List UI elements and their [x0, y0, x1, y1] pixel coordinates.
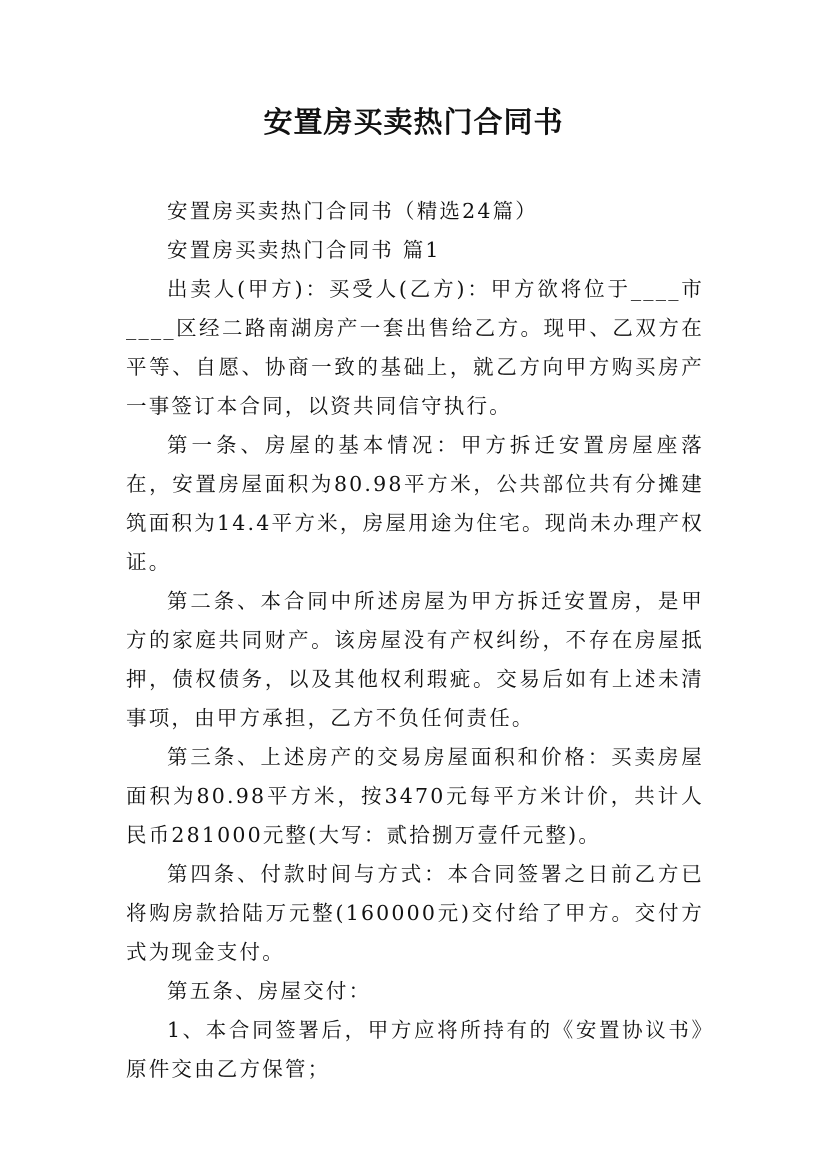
article-2-paragraph: 第二条、本合同中所述房屋为甲方拆迁安置房，是甲方的家庭共同财产。该房屋没有产权纠纷，不存在房屋抵押，债权债务，以及其他权利瑕疵。交易后如有上述未清事项，由甲方承担，乙方不负任何责任。	[126, 589, 704, 730]
document-body	[126, 192, 704, 1089]
section-heading: 安置房买卖热门合同书 篇1	[167, 238, 441, 262]
article-5-item-1: 1、本合同签署后，甲方应将所持有的《安置协议书》原件交由乙方保管；	[126, 1018, 704, 1081]
article-4-paragraph: 第四条、付款时间与方式：本合同签署之日前乙方已将购房款拾陆万元整(160000元)交付给了甲方。交付方式为现金支付。	[126, 862, 704, 964]
intro-paragraph: 出卖人(甲方)：买受人(乙方)：甲方欲将位于____市____区经二路南湖房产一套出售给乙方。现甲、乙双方在平等、自愿、协商一致的基础上，就乙方向甲方购买房产一事签订本合同，以资共同信守执行。	[126, 277, 704, 418]
article-1-paragraph: 第一条、房屋的基本情况：甲方拆迁安置房屋座落在，安置房屋面积为80.98平方米，公共部位共有分摊建筑面积为14.4平方米，房屋用途为住宅。现尚未办理产权证。	[126, 433, 704, 574]
document-title: 安置房买卖热门合同书	[263, 105, 564, 139]
subtitle-paragraph: 安置房买卖热门合同书（精选24篇）	[167, 199, 538, 223]
article-5-heading: 第五条、房屋交付：	[167, 979, 372, 1003]
article-3-paragraph: 第三条、上述房产的交易房屋面积和价格：买卖房屋面积为80.98平方米，按3470元每平方米计价，共计人民币281000元整(大写：贰拾捌万壹仟元整)。	[126, 745, 704, 847]
